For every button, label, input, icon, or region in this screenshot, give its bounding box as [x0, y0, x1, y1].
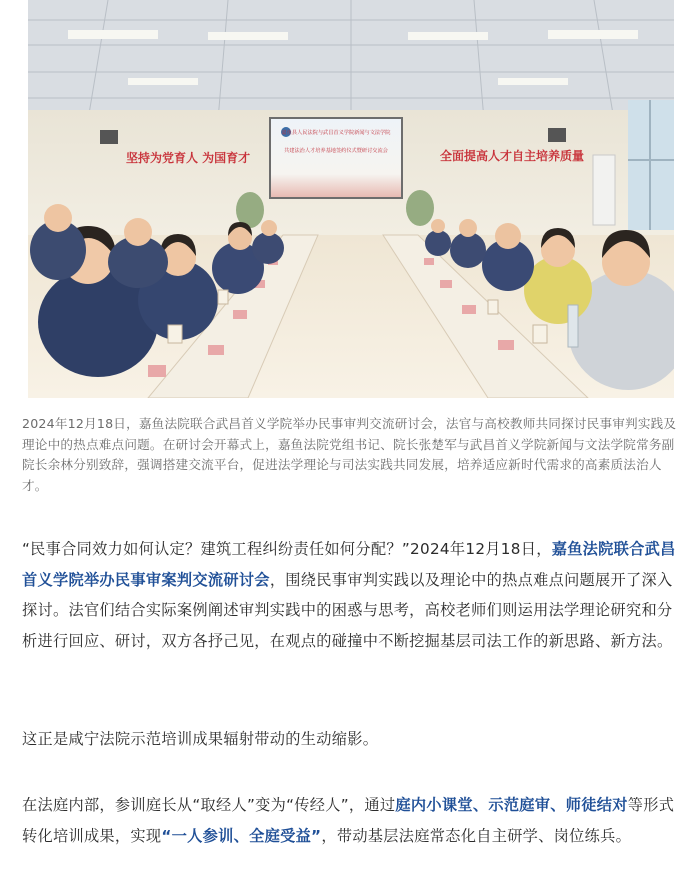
- paragraph-3-highlight-1: 庭内小课堂、示范庭审、师徒结对: [395, 796, 628, 814]
- screen-line2: 共建法治人才培养基地签约仪式暨研讨交流会: [284, 148, 388, 154]
- paragraph-3: [22, 790, 676, 851]
- paragraph-1-text-b: ，围绕民事审判实践以及理论中的热点难点问题展开了深入探讨。法官们结合实际案例阐述审判实践中的困惑与思考，高校老师们则运用法学理论研究和分析进行回应、研讨，双方各抒己见，在观点的碰撞中不断挖掘基层司法工作的新思路、新方法。: [22, 570, 673, 650]
- photo-caption: 2024年12月18日，嘉鱼法院联合武昌首义学院举办民事审判交流研讨会，法官与高校教师共同探讨民事审判实践及理论中的热点难点问题。在研讨会开幕式上，嘉鱼法院党组书记、院长张楚军与武昌首义学院新闻与文法学院常务副院长余林分别致辞，强调搭建交流平台，促进法学理论与司法实践共同发展，培养适应新时代需求的高素质法治人才。: [22, 416, 677, 493]
- screen-line1: 嘉鱼县人民法院与武昌首义学院新闻与文法学院: [281, 130, 391, 136]
- paragraph-1-highlight: 嘉鱼法院联合武昌首义学院举办民事审案判交流研讨会: [22, 540, 676, 589]
- paragraph-2: 这正是咸宁法院示范培训成果辐射带动的生动缩影。: [22, 730, 379, 748]
- banner-right-text: 全面提高人才自主培养质量: [440, 149, 585, 163]
- paragraph-1: [22, 534, 676, 656]
- banner-left-text: 坚持为党育人 为国育才: [126, 151, 251, 165]
- meeting-photo: [28, 0, 674, 398]
- paragraph-1-text-a: “民事合同效力如何认定？建筑工程纠纷责任如何分配？”2024年12月18日，: [22, 540, 552, 558]
- paragraph-3-highlight-2: “一人参训、全庭受益”: [161, 826, 322, 845]
- paragraph-3-text-c: ，带动基层法庭常态化自主研学、岗位练兵。: [321, 826, 632, 845]
- paragraph-3-text-a: 在法庭内部，参训庭长从“取经人”变为“传经人”，通过: [22, 796, 396, 814]
- paragraph-3-text-b: 等形式转化培训成果，实现: [22, 796, 675, 845]
